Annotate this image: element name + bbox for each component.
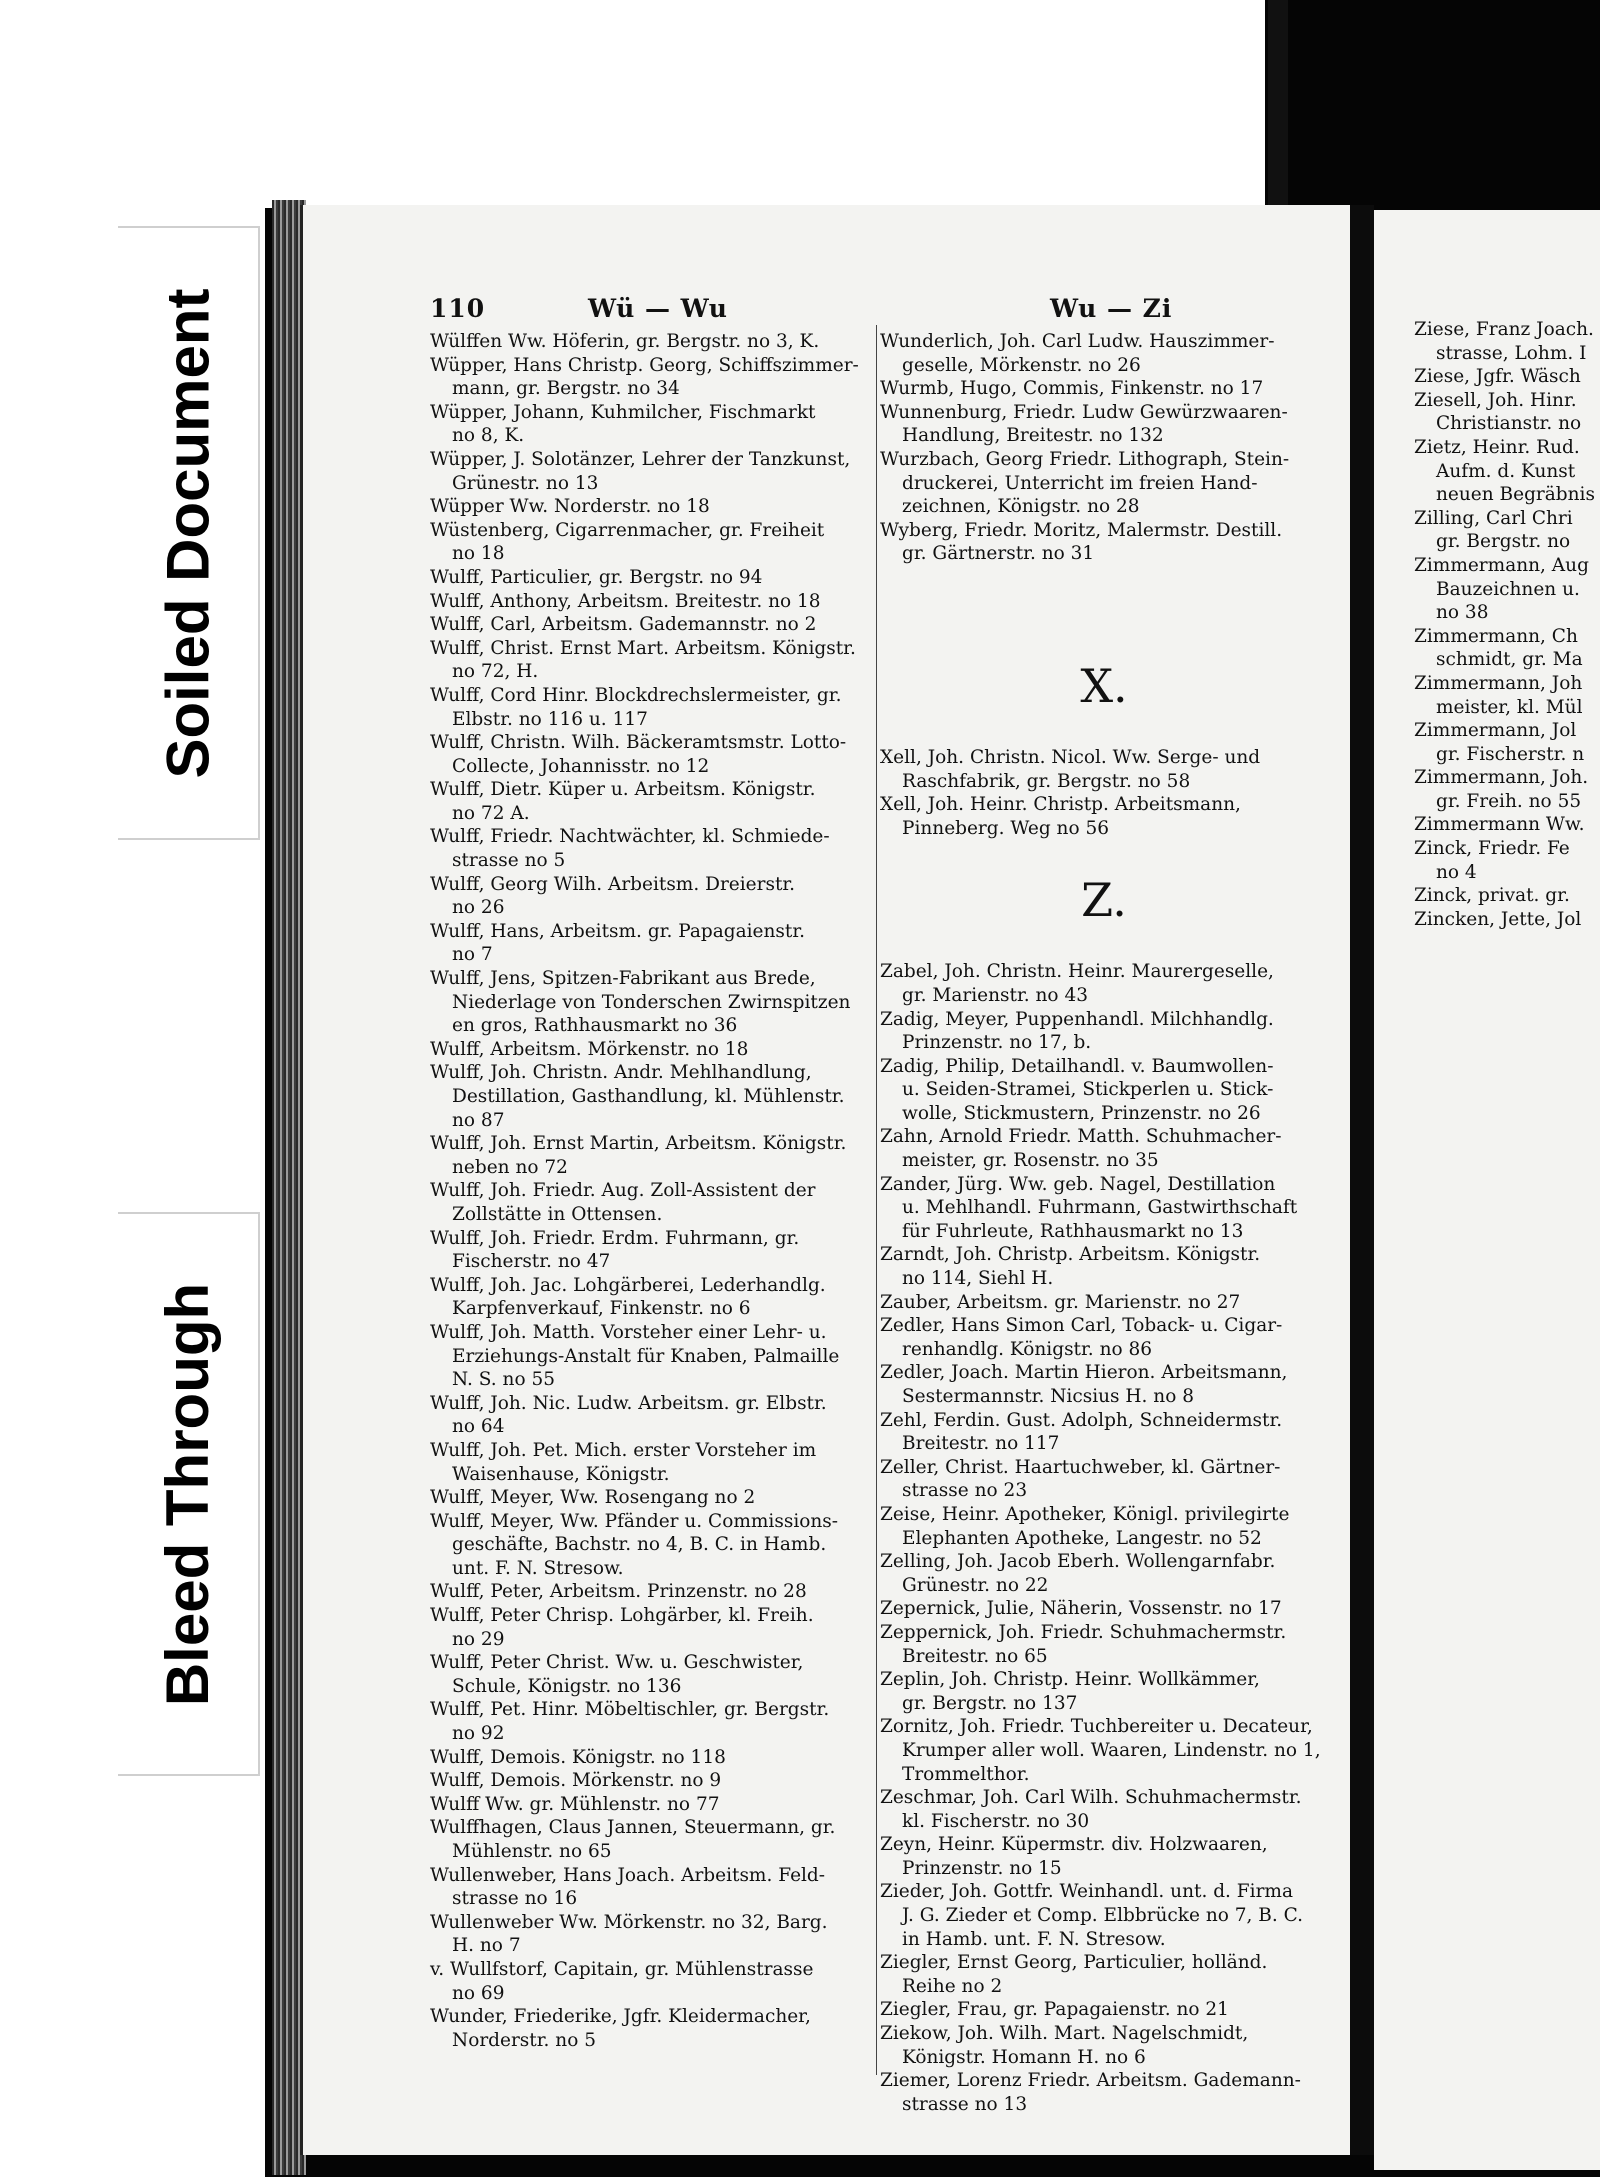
directory-entry-continuation: Waisenhause, Königstr. <box>452 1463 670 1485</box>
directory-entry-continuation: Handlung, Breitestr. no 132 <box>902 425 1164 447</box>
directory-entry-continuation: no 64 <box>452 1416 505 1438</box>
directory-entry-continuation: Krumper aller woll. Waaren, Lindenstr. no 1, <box>902 1739 1321 1761</box>
directory-entry: Zieder, Joh. Gottfr. Weinhandl. unt. d. Firma <box>880 1881 1293 1903</box>
top-dark-stripe <box>1268 0 1288 230</box>
directory-entry-continuation: renhandlg. Königstr. no 86 <box>902 1338 1153 1360</box>
directory-entry-continuation: Grünestr. no 22 <box>902 1574 1049 1596</box>
directory-entry: Wulff, Cord Hinr. Blockdrechslermeister, gr. <box>430 684 842 706</box>
next-page-line: Zimmermann Ww. <box>1414 814 1585 836</box>
directory-entry-continuation: no 92 <box>452 1723 505 1745</box>
running-header-right: Wu — Zi <box>1050 294 1173 323</box>
next-page-line: strasse, Lohm. I <box>1436 342 1587 364</box>
directory-entry-continuation: Trommelthor. <box>902 1763 1030 1785</box>
directory-entry-continuation: zeichnen, Königstr. no 28 <box>902 496 1140 518</box>
next-page-line: Christianstr. no <box>1436 413 1582 435</box>
next-page-line: Bauzeichnen u. <box>1436 578 1580 600</box>
directory-entry-continuation: no 72 A. <box>452 802 530 824</box>
directory-entry-continuation: Prinzenstr. no 17, b. <box>902 1032 1092 1054</box>
bleed-through-label: Bleed Through <box>154 1282 222 1706</box>
directory-entry: Wulff, Hans, Arbeitsm. gr. Papagaienstr. <box>430 920 806 942</box>
directory-entry-continuation: in Hamb. unt. F. N. Stresow. <box>902 1928 1166 1950</box>
soiled-document-label: Soiled Document <box>154 287 222 779</box>
directory-entry-continuation: u. Seiden-Stramei, Stickperlen u. Stick- <box>902 1079 1274 1101</box>
directory-entry-continuation: Elbstr. no 116 u. 117 <box>452 708 648 730</box>
directory-entry: Zedler, Hans Simon Carl, Toback- u. Cigar- <box>880 1315 1283 1337</box>
next-page-line: Zinck, privat. gr. <box>1414 885 1570 907</box>
directory-entry: Zeppernick, Joh. Friedr. Schuhmachermstr. <box>880 1621 1287 1643</box>
next-page-line: Aufm. d. Kunst <box>1436 460 1576 482</box>
directory-entry: Wulff, Joh. Christn. Andr. Mehlhandlung, <box>430 1062 812 1084</box>
directory-entry: Wulff, Joh. Nic. Ludw. Arbeitsm. gr. Elbstr. <box>430 1392 827 1414</box>
directory-entry-continuation: J. G. Zieder et Comp. Elbbrücke no 7, B. C. <box>902 1905 1304 1927</box>
directory-entry: Wulff, Demois. Mörkenstr. no 9 <box>430 1770 722 1792</box>
directory-entry: Wulff, Jens, Spitzen-Fabrikant aus Brede, <box>430 968 816 990</box>
directory-entry: Xell, Joh. Heinr. Christp. Arbeitsmann, <box>880 794 1241 816</box>
directory-entry: Wulff, Joh. Pet. Mich. erster Vorsteher im <box>430 1439 817 1461</box>
directory-entry-continuation: no 18 <box>452 543 505 565</box>
next-page-line: Zimmermann, Aug <box>1414 554 1589 576</box>
directory-entry-continuation: geselle, Mörkenstr. no 26 <box>902 354 1141 376</box>
directory-entry-continuation: neben no 72 <box>452 1156 568 1178</box>
directory-entry: Zehl, Ferdin. Gust. Adolph, Schneidermstr. <box>880 1409 1283 1431</box>
directory-entry: Wullenweber Ww. Mörkenstr. no 32, Barg. <box>430 1911 828 1933</box>
next-page-line: Zilling, Carl Chri <box>1414 507 1573 529</box>
directory-entry: Zabel, Joh. Christn. Heinr. Maurergeselle, <box>880 961 1274 983</box>
directory-entry: Wulff, Joh. Matth. Vorsteher einer Lehr- u. <box>430 1321 827 1343</box>
directory-entry-continuation: Niederlage von Tonderschen Zwirnspitzen <box>452 991 851 1013</box>
directory-entry: Zeyn, Heinr. Küpermstr. div. Holzwaaren, <box>880 1834 1268 1856</box>
directory-entry-continuation: Collecte, Johannisstr. no 12 <box>452 755 710 777</box>
directory-entry: Wulff, Christn. Wilh. Bäckeramtsmstr. Lotto- <box>430 732 847 754</box>
section-space <box>880 566 1328 626</box>
directory-entry: Wulff, Friedr. Nachtwächter, kl. Schmiede- <box>430 826 830 848</box>
left-column <box>430 330 872 2052</box>
next-page-line: Ziese, Franz Joach. <box>1414 319 1594 340</box>
directory-entry: Wunder, Friederike, Jgfr. Kleidermacher, <box>430 2006 811 2028</box>
directory-entry-continuation: strasse no 13 <box>902 2093 1028 2115</box>
directory-entry: Wulff, Georg Wilh. Arbeitsm. Dreierstr. <box>430 873 796 895</box>
next-page-line: gr. Bergstr. no <box>1436 531 1571 553</box>
directory-entry: v. Wullfstorf, Capitain, gr. Mühlenstrasse <box>430 1958 814 1980</box>
next-page-line: Ziesell, Joh. Hinr. <box>1414 389 1577 411</box>
directory-entry-continuation: u. Mehlhandl. Fuhrmann, Gastwirthschaft <box>902 1197 1298 1219</box>
directory-entry: Zornitz, Joh. Friedr. Tuchbereiter u. Decateur, <box>880 1716 1313 1738</box>
directory-entry-continuation: Zollstätte in Ottensen. <box>452 1203 663 1225</box>
directory-entry-continuation: Sestermannstr. Nicsius H. no 8 <box>902 1386 1195 1407</box>
directory-entry: Wulff, Meyer, Ww. Rosengang no 2 <box>430 1487 756 1509</box>
directory-entry-continuation: no 69 <box>452 1982 505 2004</box>
next-page-line: neuen Begräbnis <box>1436 484 1595 506</box>
directory-entry: Wunderlich, Joh. Carl Ludw. Hauszimmer- <box>880 331 1275 352</box>
directory-entry-continuation: Königstr. Homann H. no 6 <box>902 2046 1146 2068</box>
directory-entry-continuation: Norderstr. no 5 <box>452 2029 597 2051</box>
directory-entry: Zahn, Arnold Friedr. Matth. Schuhmacher- <box>880 1126 1282 1148</box>
column-divider <box>876 325 877 2075</box>
directory-entry: Wulff, Joh. Friedr. Aug. Zoll-Assistent der <box>430 1180 816 1202</box>
top-margin <box>265 0 1265 208</box>
directory-entry-continuation: N. S. no 55 <box>452 1369 556 1391</box>
directory-entry-continuation: Fischerstr. no 47 <box>452 1251 611 1273</box>
directory-entry: Zepernick, Julie, Näherin, Vossenstr. no 17 <box>880 1598 1282 1620</box>
directory-entry: Wulff, Pet. Hinr. Möbeltischler, gr. Bergstr. <box>430 1699 830 1721</box>
directory-entry-continuation: mann, gr. Bergstr. no 34 <box>452 378 680 400</box>
directory-entry-continuation: meister, gr. Rosenstr. no 35 <box>902 1150 1159 1172</box>
directory-entry-continuation: strasse no 5 <box>452 850 566 872</box>
directory-entry-continuation: Karpfenverkauf, Finkenstr. no 6 <box>452 1298 751 1320</box>
directory-entry: Wulff, Joh. Jac. Lohgärberei, Lederhandlg. <box>430 1274 826 1296</box>
directory-entry-continuation: Destillation, Gasthandlung, kl. Mühlenstr. <box>452 1086 845 1107</box>
next-page-line: schmidt, gr. Ma <box>1436 649 1583 671</box>
directory-entry: Wulff, Carl, Arbeitsm. Gademannstr. no 2 <box>430 614 817 636</box>
directory-entry: Wulff, Demois. Königstr. no 118 <box>430 1746 726 1768</box>
next-page-line: no 38 <box>1436 602 1489 624</box>
directory-entry-continuation: strasse no 16 <box>452 1888 578 1910</box>
next-page-line: Ziese, Jgfr. Wäsch <box>1414 366 1581 388</box>
directory-entry: Zauber, Arbeitsm. gr. Marienstr. no 27 <box>880 1291 1241 1313</box>
directory-entry: Ziegler, Ernst Georg, Particulier, holländ. <box>880 1952 1268 1974</box>
directory-entry-continuation: no 8, K. <box>452 425 525 447</box>
next-page-line: Zimmermann, Joh <box>1414 672 1583 694</box>
directory-entry-continuation: no 26 <box>452 897 505 919</box>
next-page-line: Zincken, Jette, Jol <box>1414 908 1582 930</box>
directory-entry: Wunnenburg, Friedr. Ludw Gewürzwaaren- <box>880 401 1288 423</box>
section-letter-x: X. <box>1080 658 1128 713</box>
book-gutter <box>1350 205 1374 2155</box>
directory-entry: Zeller, Christ. Haartuchweber, kl. Gärtner- <box>880 1456 1281 1478</box>
directory-entry: Wurzbach, Georg Friedr. Lithograph, Stein- <box>880 448 1290 470</box>
directory-entry-continuation: gr. Marienstr. no 43 <box>902 984 1088 1006</box>
soiled-document-tab <box>118 226 260 840</box>
directory-entry-continuation: no 29 <box>452 1628 505 1650</box>
directory-entry: Zelling, Joh. Jacob Eberh. Wollengarnfabr. <box>880 1551 1276 1573</box>
directory-entry-continuation: Elephanten Apotheke, Langestr. no 52 <box>902 1527 1262 1549</box>
next-page-line: Zimmermann, Jol <box>1414 720 1577 742</box>
directory-entry-continuation: Reihe no 2 <box>902 1975 1003 1997</box>
directory-entry-continuation: H. no 7 <box>452 1935 521 1957</box>
directory-entry: Zadig, Meyer, Puppenhandl. Milchhandlg. <box>880 1008 1274 1030</box>
next-page-fragment <box>1374 210 1600 2170</box>
next-page-line: Zimmermann, Ch <box>1414 625 1578 647</box>
page-number: 110 <box>430 294 486 323</box>
directory-entry: Wüpper, Hans Christp. Georg, Schiffszimmer- <box>430 354 859 376</box>
directory-entry-continuation: Prinzenstr. no 15 <box>902 1857 1062 1879</box>
directory-entry: Zadig, Philip, Detailhandl. v. Baumwollen- <box>880 1055 1274 1077</box>
directory-entry-continuation: no 114, Siehl H. <box>902 1268 1054 1290</box>
directory-entry-continuation: Schule, Königstr. no 136 <box>452 1675 682 1697</box>
directory-entry: Wüpper, J. Solotänzer, Lehrer der Tanzkunst, <box>430 448 851 470</box>
z-entries <box>880 960 1328 2116</box>
directory-entry: Zeschmar, Joh. Carl Wilh. Schuhmachermstr. <box>880 1787 1302 1809</box>
next-page-line: gr. Fischerstr. n <box>1436 743 1585 765</box>
w-entries <box>880 330 1328 566</box>
directory-entry-continuation: gr. Gärtnerstr. no 31 <box>902 543 1095 565</box>
directory-entry: Wulff, Arbeitsm. Mörkenstr. no 18 <box>430 1038 749 1060</box>
directory-entry-continuation: für Fuhrleute, Rathhausmarkt no 13 <box>902 1220 1244 1242</box>
directory-entry-continuation: strasse no 23 <box>902 1480 1028 1502</box>
directory-entry: Ziegler, Frau, gr. Papagaienstr. no 21 <box>880 1999 1229 2021</box>
next-page-lines <box>1414 318 1595 931</box>
bleed-through-tab <box>118 1212 260 1776</box>
directory-entry: Wüpper, Johann, Kuhmilcher, Fischmarkt <box>430 401 816 423</box>
running-header-left: Wü — Wu <box>588 294 728 323</box>
directory-entry-continuation: Pinneberg. Weg no 56 <box>902 817 1110 839</box>
directory-entry: Wulff, Joh. Ernst Martin, Arbeitsm. Königstr. <box>430 1133 847 1155</box>
next-page-line: meister, kl. Mül <box>1436 696 1583 718</box>
directory-entry-continuation: no 87 <box>452 1109 505 1131</box>
directory-entry: Wulff, Peter, Arbeitsm. Prinzenstr. no 28 <box>430 1581 807 1603</box>
directory-entry-continuation: kl. Fischerstr. no 30 <box>902 1810 1090 1832</box>
next-page-line: Zimmermann, Joh. <box>1414 767 1589 789</box>
directory-entry: Zeplin, Joh. Christp. Heinr. Wollkämmer, <box>880 1669 1260 1691</box>
directory-entry: Wulff, Meyer, Ww. Pfänder u. Commissions- <box>430 1510 839 1532</box>
directory-entry: Zeise, Heinr. Apotheker, Königl. privilegirte <box>880 1503 1290 1525</box>
directory-entry-continuation: Breitestr. no 117 <box>902 1433 1060 1455</box>
x-entries <box>880 746 1328 840</box>
directory-entry: Wulff Ww. gr. Mühlenstr. no 77 <box>430 1793 720 1815</box>
directory-entry: Ziekow, Joh. Wilh. Mart. Nagelschmidt, <box>880 2023 1249 2045</box>
directory-entry-continuation: no 72, H. <box>452 661 539 683</box>
directory-entry-continuation: Mühlenstr. no 65 <box>452 1841 612 1862</box>
directory-entry: Wüstenberg, Cigarrenmacher, gr. Freiheit <box>430 519 825 541</box>
directory-entry-continuation: wolle, Stickmustern, Prinzenstr. no 26 <box>902 1102 1261 1124</box>
directory-entry-continuation: Breitestr. no 65 <box>902 1645 1048 1667</box>
directory-entry-continuation: geschäfte, Bachstr. no 4, B. C. in Hamb. <box>452 1534 827 1556</box>
next-page-line: gr. Freih. no 55 <box>1436 790 1582 812</box>
directory-entry: Wyberg, Friedr. Moritz, Malermstr. Destill. <box>880 519 1283 541</box>
directory-entry: Wulff, Joh. Friedr. Erdm. Fuhrmann, gr. <box>430 1227 800 1249</box>
directory-entry-continuation: Erziehungs-Anstalt für Knaben, Palmaille <box>452 1345 840 1367</box>
directory-entry-continuation: en gros, Rathhausmarkt no 36 <box>452 1015 738 1037</box>
directory-entry-continuation: Raschfabrik, gr. Bergstr. no 58 <box>902 770 1191 792</box>
directory-entry: Wulffhagen, Claus Jannen, Steuermann, gr. <box>430 1817 836 1839</box>
directory-entry: Wulff, Peter Christ. Ww. u. Geschwister, <box>430 1652 804 1674</box>
directory-entry: Wullenweber, Hans Joach. Arbeitsm. Feld- <box>430 1864 826 1886</box>
directory-entry: Ziemer, Lorenz Friedr. Arbeitsm. Gademann- <box>880 2070 1301 2092</box>
directory-entry: Wüpper Ww. Norderstr. no 18 <box>430 496 710 518</box>
directory-entry: Wülffen Ww. Höferin, gr. Bergstr. no 3, K. <box>430 331 820 352</box>
directory-entry: Wulff, Christ. Ernst Mart. Arbeitsm. Königstr. <box>430 637 856 659</box>
directory-entry-continuation: no 7 <box>452 944 493 966</box>
directory-entry: Wulff, Particulier, gr. Bergstr. no 94 <box>430 566 763 588</box>
directory-entry: Wulff, Peter Chrisp. Lohgärber, kl. Freih. <box>430 1605 814 1627</box>
directory-entry: Zedler, Joach. Martin Hieron. Arbeitsmann, <box>880 1362 1288 1384</box>
directory-entry-continuation: unt. F. N. Stresow. <box>452 1557 624 1579</box>
section-letter-z: Z. <box>1081 873 1127 928</box>
next-page-line: no 4 <box>1436 861 1477 883</box>
directory-entry: Xell, Joh. Christn. Nicol. Ww. Serge- und <box>880 746 1261 768</box>
directory-entry: Zarndt, Joh. Christp. Arbeitsm. Königstr. <box>880 1244 1261 1266</box>
directory-entry-continuation: druckerei, Unterricht im freien Hand- <box>902 472 1258 494</box>
directory-entry: Zander, Jürg. Ww. geb. Nagel, Destillation <box>880 1173 1276 1195</box>
directory-entry: Wurmb, Hugo, Commis, Finkenstr. no 17 <box>880 378 1264 400</box>
directory-entry: Wulff, Anthony, Arbeitsm. Breitestr. no 18 <box>430 590 821 612</box>
next-page-line: Zietz, Heinr. Rud. <box>1414 436 1580 458</box>
right-column <box>880 330 1328 2116</box>
next-page-line: Zinck, Friedr. Fe <box>1414 838 1570 860</box>
directory-entry: Wulff, Dietr. Küper u. Arbeitsm. Königstr. <box>430 779 816 801</box>
directory-entry-continuation: Grünestr. no 13 <box>452 472 599 494</box>
directory-entry-continuation: gr. Bergstr. no 137 <box>902 1692 1078 1714</box>
